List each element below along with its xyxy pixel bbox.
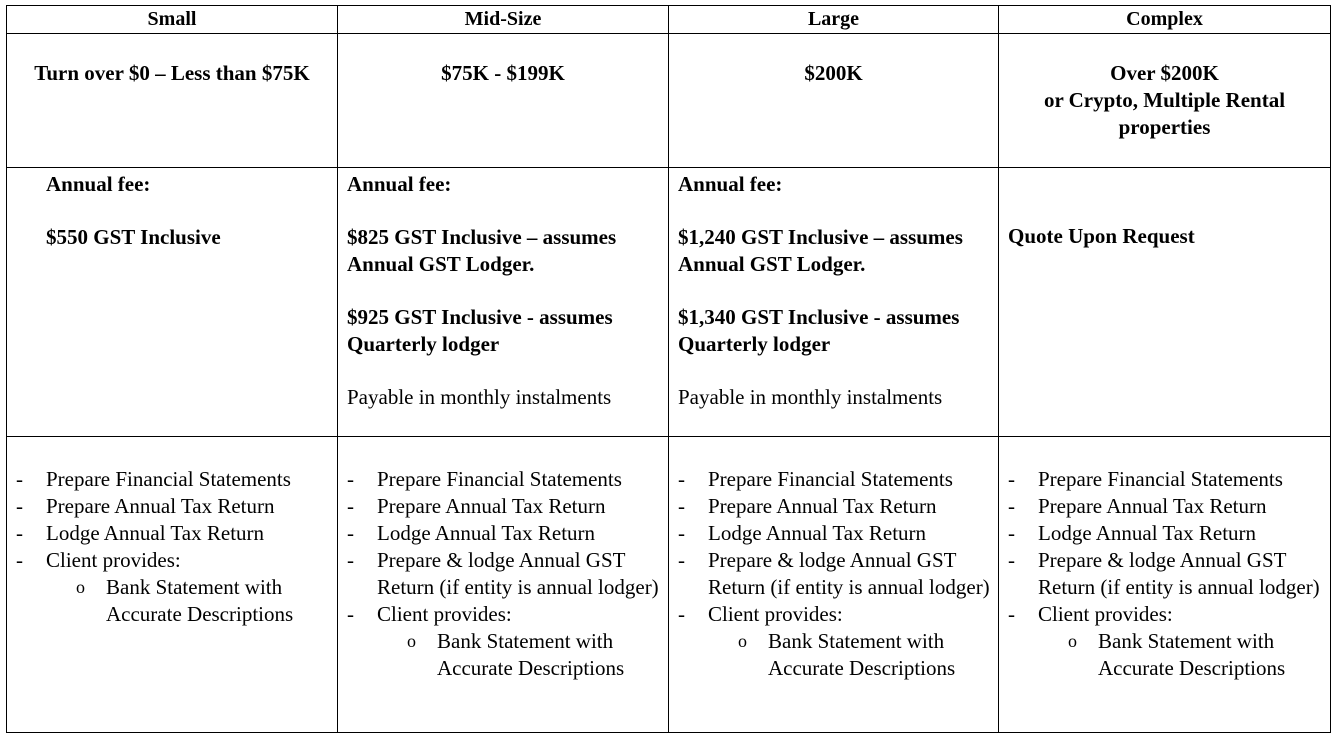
service-text: Client provides: (46, 548, 181, 572)
service-item (338, 466, 668, 493)
dash-bullet-icon: - (1008, 467, 1015, 491)
fee-large (669, 168, 999, 437)
services-complex (999, 437, 1331, 733)
dash-bullet-icon: - (1008, 494, 1015, 518)
turnover-text: $200K (804, 61, 863, 85)
fee-quote: Quote Upon Request (1008, 224, 1195, 248)
service-item (7, 520, 337, 547)
service-text: Prepare & lodge Annual GST Return (if entity is annual lodger) (377, 548, 659, 599)
dash-bullet-icon: - (347, 521, 354, 545)
turnover-text: Turn over $0 – Less than $75K (34, 61, 310, 85)
dash-bullet-icon: - (1008, 521, 1015, 545)
service-item (669, 601, 998, 682)
dash-bullet-icon: - (347, 602, 354, 626)
header-row (7, 6, 1331, 34)
service-text: Prepare Financial Statements (46, 467, 291, 491)
service-text: Prepare & lodge Annual GST Return (if entity is annual lodger) (1038, 548, 1320, 599)
fees-row (7, 168, 1331, 437)
dash-bullet-icon: - (347, 494, 354, 518)
service-item (7, 547, 337, 628)
client-provides-item (708, 628, 992, 682)
header-complex: Complex (999, 6, 1331, 34)
service-text: Lodge Annual Tax Return (46, 521, 265, 545)
turnover-complex (999, 34, 1331, 168)
dash-bullet-icon: - (678, 602, 685, 626)
fee-mid-size (338, 168, 669, 437)
service-item (999, 601, 1330, 682)
circle-bullet-icon: o (1068, 631, 1077, 651)
dash-bullet-icon: - (678, 494, 685, 518)
service-item (338, 601, 668, 682)
header-large: Large (669, 6, 999, 34)
dash-bullet-icon: - (678, 521, 685, 545)
service-text: Lodge Annual Tax Return (708, 521, 927, 545)
dash-bullet-icon: - (347, 467, 354, 491)
services-large (669, 437, 999, 733)
service-text: Prepare Annual Tax Return (1038, 494, 1267, 518)
service-item (669, 520, 998, 547)
service-text: Prepare Annual Tax Return (46, 494, 275, 518)
services-small (7, 437, 338, 733)
fee-price: $550 GST Inclusive (46, 225, 221, 249)
service-item (338, 493, 668, 520)
circle-bullet-icon: o (407, 631, 416, 651)
dash-bullet-icon: - (16, 494, 23, 518)
fee-note: Payable in monthly instalments (678, 385, 943, 409)
service-text: Lodge Annual Tax Return (1038, 521, 1257, 545)
service-text: Prepare Annual Tax Return (377, 494, 606, 518)
service-item (669, 493, 998, 520)
fee-complex (999, 168, 1331, 437)
turnover-mid-size (338, 34, 669, 168)
service-item (669, 547, 998, 601)
client-provides-item (46, 574, 331, 628)
service-item (999, 466, 1330, 493)
dash-bullet-icon: - (16, 467, 23, 491)
client-provides-list (377, 628, 662, 682)
fee-price-quarterly: $925 GST Inclusive - assumes Quarterly lodger (347, 305, 613, 356)
client-provides-text: Bank Statement with Accurate Descriptions (768, 629, 956, 680)
client-provides-item (377, 628, 662, 682)
service-text: Prepare Financial Statements (377, 467, 622, 491)
client-provides-text: Bank Statement with Accurate Descriptions (106, 575, 294, 626)
services-mid-size (338, 437, 669, 733)
service-text: Client provides: (377, 602, 512, 626)
turnover-large (669, 34, 999, 168)
fee-price-quarterly: $1,340 GST Inclusive - assumes Quarterly lodger (678, 305, 960, 356)
dash-bullet-icon: - (16, 548, 23, 572)
client-provides-list (46, 574, 331, 628)
pricing-table (6, 5, 1331, 733)
service-item (7, 493, 337, 520)
turnover-text-extra: or Crypto, Multiple Rental properties (1043, 88, 1286, 139)
fee-note: Payable in monthly instalments (347, 385, 612, 409)
client-provides-text: Bank Statement with Accurate Descriptions (437, 629, 625, 680)
service-item (338, 547, 668, 601)
header-mid-size: Mid-Size (338, 6, 669, 34)
fee-label: Annual fee: (347, 172, 452, 196)
service-text: Lodge Annual Tax Return (377, 521, 596, 545)
circle-bullet-icon: o (76, 577, 85, 597)
fee-price-annual: $825 GST Inclusive – assumes Annual GST Lodger. (347, 225, 617, 276)
client-provides-text: Bank Statement with Accurate Descriptions (1098, 629, 1286, 680)
service-item (669, 466, 998, 493)
turnover-row (7, 34, 1331, 168)
dash-bullet-icon: - (347, 548, 354, 572)
circle-bullet-icon: o (738, 631, 747, 651)
service-text: Client provides: (1038, 602, 1173, 626)
service-item (999, 520, 1330, 547)
header-small: Small (7, 6, 338, 34)
dash-bullet-icon: - (678, 548, 685, 572)
dash-bullet-icon: - (1008, 602, 1015, 626)
turnover-text: $75K - $199K (441, 61, 565, 85)
service-text: Client provides: (708, 602, 843, 626)
dash-bullet-icon: - (16, 521, 23, 545)
service-text: Prepare Annual Tax Return (708, 494, 937, 518)
dash-bullet-icon: - (678, 467, 685, 491)
service-text: Prepare Financial Statements (1038, 467, 1283, 491)
client-provides-list (1038, 628, 1324, 682)
fee-small (7, 168, 338, 437)
fee-label: Annual fee: (678, 172, 783, 196)
turnover-text: Over $200K (1110, 61, 1219, 85)
client-provides-item (1038, 628, 1324, 682)
service-item (999, 493, 1330, 520)
services-row (7, 437, 1331, 733)
fee-label: Annual fee: (46, 172, 151, 196)
service-item (999, 547, 1330, 601)
service-item (338, 520, 668, 547)
service-item (7, 466, 337, 493)
dash-bullet-icon: - (1008, 548, 1015, 572)
fee-price-annual: $1,240 GST Inclusive – assumes Annual GST Lodger. (678, 225, 963, 276)
turnover-small (7, 34, 338, 168)
service-text: Prepare Financial Statements (708, 467, 953, 491)
service-text: Prepare & lodge Annual GST Return (if entity is annual lodger) (708, 548, 990, 599)
client-provides-list (708, 628, 992, 682)
